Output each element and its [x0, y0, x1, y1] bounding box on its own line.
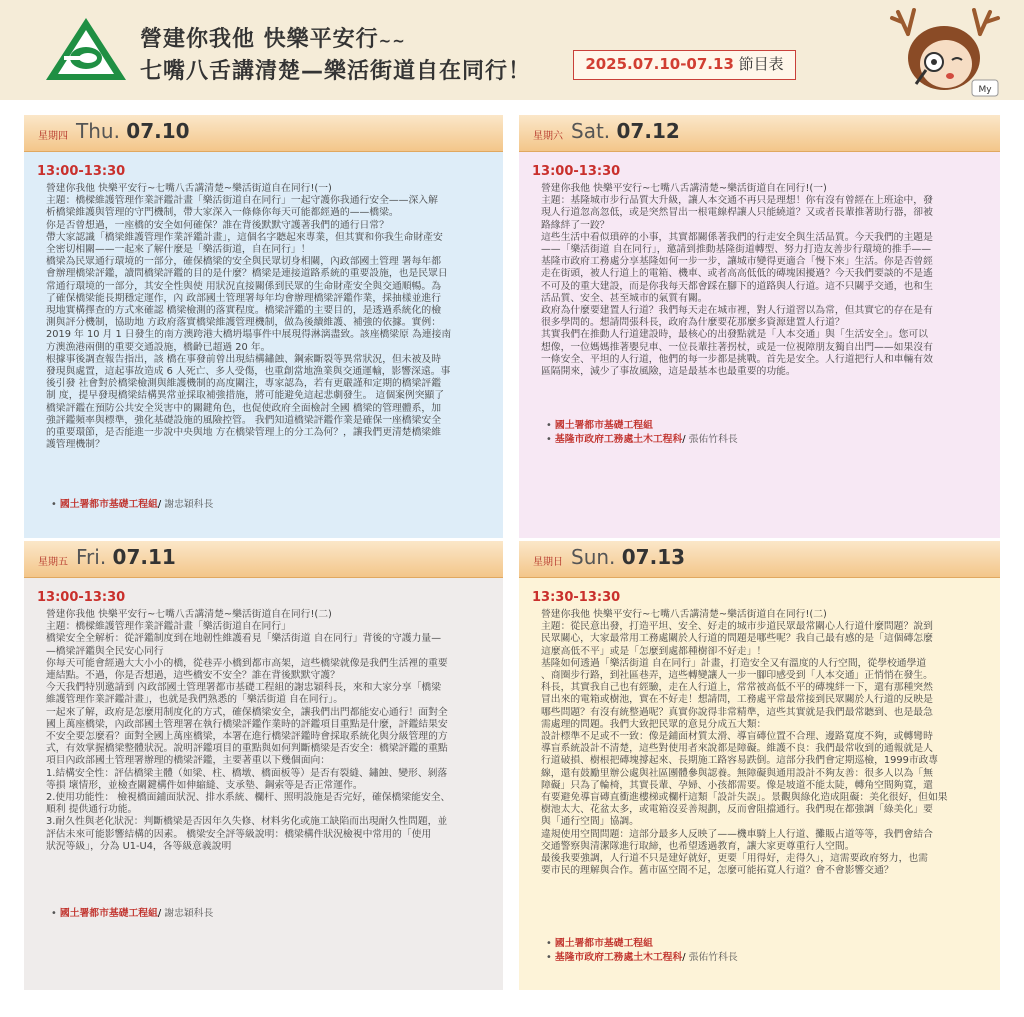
credit-org: 基隆市政府工務處土木工程科: [554, 434, 683, 445]
svg-text:My: My: [978, 85, 992, 95]
panel-tab-thursday: [24, 115, 503, 152]
weekday-date: Fri. 07.11: [76, 545, 176, 569]
credit-item: • 基隆市政府工務處土木工程科/ 張佑竹科長: [546, 952, 738, 963]
panel-friday: [24, 541, 503, 990]
program-description: 營建你我他 快樂平安行~七嘴八舌講清楚~樂活街道自在同行!(一) 主題：橋樑維護管理作業評鑑計畫「樂活街道自在同行」一起守護你我通行安全——深入解 析橋梁維護與管理的守門機制，帶大家深入一條條你每天可能都經過的——橋梁。 你是否曾想過，一座橋的安全如何確保？誰在背後默默守護著我們的通行日常？ 帶大家認識「橋梁維護管理作業評鑑計畫」，這個名字聽起來專業，但其實和你我生命財產安 全密切相關——一起來了解什麼是「樂活街道，自在同行」！ 橋梁為民眾通行環境的一部分，確保橋梁的安全與民眾切身相關，內政部國土管理 署每年都 會辦理橋梁評鑑，讀問橋梁評鑑的目的是什麼？橋梁是連接道路系統的重要設施，也是民眾日 常通行環境的一部分，其安全性與使 用狀況直接關係到民眾的生命財產安全與交通順暢。為 了確保橋梁能長期穩定運作，內 政部國土管理署每年均會辦理橋梁評鑑作業，採抽樣並進行 現地實構擇查的方式來確認 橋梁檢測的落實程度。橋梁評鑑的主要目的，是透過系統化的檢 測與評分機制，協助地 方政府落實橋梁維護管理機制，做為後續維護、補強的依據。實例： 2019 年 10 月 1 日發生的南方澳跨港大橋坍塌事件中展現得淋漓盡致。該座橋梁原 為連接南 方澳漁港兩側的重要交通設施，橋齡已超過 20 年。 根據事後調查報告指出，該 橋在事發前曾出現結構鏽蝕、鋼索斷裂等異常狀況，但未被及時 發現與處置，這起事故造成 6 人死亡、多人受傷，也重創當地漁業與交通運輸，影響深遠。事 後引發 社會對於橋梁檢測與維護機制的高度關注，專家認為，若有更嚴謹和定期的橋梁評鑑 制 度，提早發現橋梁結構異常並採取補強措施，將可能避免這起悲劇發生。 這個案例突顯了 橋梁評鑑在預防公共安全災害中的關鍵角色，也促使政府全面檢討全國 橋梁的管理體系，加 強評鑑頻率與標準，強化基礎設施的風險控管。 我們知道橋梁評鑑作業是確保一座橋梁安全 的重要環節，是否能進一步說中央與地 方在橋梁管理上的分工為何？，讓我們更清楚橋梁維 護管理機制？: [46, 183, 452, 451]
weekday-cn: 星期四: [38, 131, 68, 142]
program-title-line1: 營建你我他 快樂平安行~~: [140, 27, 406, 52]
deer-mascot-icon: [888, 4, 1006, 100]
credit-org: 國土署都市基礎工程組: [59, 908, 158, 919]
schedule-label: 節目表: [733, 55, 784, 73]
credits-list: [546, 937, 738, 965]
date-range-badge: [573, 50, 796, 80]
weekday-date: Sat. 07.12: [571, 119, 680, 143]
panel-thursday: [24, 115, 503, 538]
program-description: 營建你我他 快樂平安行~七嘴八舌講清楚~樂活街道自在同行!(二) 主題：橋樑維護管理作業評鑑計畫「樂活街道自在同行」 橋梁安全全解析：從評鑑制度到在地韌性維護看見「樂活街道 自在同行」背後的守護力量— —橋梁評鑑與全民安心同行 你每天可能會經過大大小小的橋，從巷弄小橋到都市高架，這些橋梁就像是我們生活裡的重要 連結點。不過，你是否想過，這些橋安不安全？誰在背後默默守護？ 今天我們特別邀請到 內政部國土管理署都市基礎工程組的謝忠穎科長，來和大家分享「橋梁 維護管理作業評鑑計畫」，也就是我們熟悉的「樂活街道 自在同行」。 一起來了解，政府是怎麼用制度化的方式，確保橋梁安全，讓我們出門都能安心通行！面對全 國上萬座橋梁，內政部國土管理署在執行橋梁評鑑作業時的評鑑項目重點是什麼，評鑑結果安 不安全要怎麼看？面對全國上萬座橋梁，本署在進行橋梁評鑑時會採取系統化與分級管理的方 式，有效掌握橋梁整體狀況。說明評鑑項目的重點與如何判斷橋梁是否安全：橋梁評鑑的重點 項目內政部國土管理署辦理的橋梁評鑑，主要著重以下幾個面向： 1.結構安全性：評估橋梁主體（如梁、柱、橋墩、橋面板等）是否有裂縫、鏽蝕、變形、剝落 等損 壞情形，並檢查關鍵構件如伸縮縫、支承墊、鋼索等是否正常運作。 2.使用功能性： 檢視橋面鋪面狀況、排水系統、欄杆、照明設施是否完好，確保橋梁能安全、 順利 提供通行功能。 3.耐久性與老化狀況：判斷橋梁是否因年久失修、材料劣化或施工缺陷而出現耐久性問題，並 評估未來可能影響結構的因素。 橋梁安全評等級說明：橋梁構件狀況檢視中常用的「使用 狀況等級」，分為 U1-U4，各等級意義說明: [46, 609, 451, 852]
credit-item: • 國土署都市基礎工程組/ 謝忠穎科長: [51, 499, 214, 510]
credits-list: [51, 498, 213, 512]
credits-list: [546, 419, 738, 447]
program-description: 營建你我他 快樂平安行~七嘴八舌講清楚~樂活街道自在同行!(二) 主題：從民意出發，打造平坦、安全、好走的城市步道民眾最常關心人行道什麼問題？說到 民眾關心，大家最常用工務處關於人行道的問題是哪些呢？我自己最有感的是「這個磚怎麼 這麼高低不平」或是「怎麼到處都種樹卻不好走」！ 基隆如何透過「樂活街道 自在同行」計畫，打造安全又有溫度的人行空間，從學校通學道 、商圈步行路，到社區巷弄，這些轉變讓人一步一腳印感受到「人本交通」正悄悄在發生。 科長，其實我自己也有經驗，走在人行道上，常常被高低不平的磚塊絆一下，還有那種突然 冒出來的電箱或樹池，實在不好走！想請問，工務處平常最常接到民眾關於人行道的反映是 哪些問題？有沒有統整過呢？真實你說得非常精準，這些其實就是我們最常聽到、也是最急 需處理的問題。我們大致把民眾的意見分成五大類： 設計標準不足或不一致：像是鋪面材質太滑、導盲磚位置不合理、邊路寬度不夠，或轉彎時 導盲系統設計不清楚，這些對使用者來說都是障礙。維護不良：我們最常收到的通報就是人 行道破損、樹根把磚塊撐起來、長期施工路容易跌倒。這部分我們會定期巡檢，1999市政專 線，還有鼓勵里辦公處與社區團體參與認養。無障礙與通用設計不夠友善：很多人以為「無 障礙」只為了輪椅，其實長輩、孕婦、小孩都需要。像是坡道不能太陡，轉角空間夠寬，還 有要避免導盲磚直衝進樓梯或欄杆這類「設計失誤」。景觀與綠化造成阻礙：美化很好，但如果 樹池太大、花盆太多，或電箱沒妥善規劃，反而會阻擋通行。我們現在都強調「綠美化」要 與「通行空間」協調。 違規使用空間問題：這部分最多人反映了——機車騎上人行道、攤販占道等等，我們會結合 交通警察與清潔隊進行取締，也希望透過教育，讓大家更尊重行人空間。 最後我要強調，人行道不只是建好就好，更要「用得好，走得久」，這需要政府努力，也需 要市民的理解與合作。舊市區空間不足，怎麼可能拓寬人行道？會不會影響交通？: [541, 609, 948, 877]
panel-sunday: [519, 541, 1000, 990]
credit-org: 國土署都市基礎工程組: [554, 420, 653, 431]
time-slot: 13:00-13:30: [532, 164, 621, 179]
weekday-cn: 星期五: [38, 557, 68, 568]
weekday-cn: 星期日: [533, 557, 563, 568]
credit-person: 張佑竹科長: [688, 952, 738, 963]
credits-list: [51, 907, 213, 921]
time-slot: 13:30-13:30: [532, 590, 621, 605]
program-description: 營建你我他 快樂平安行~七嘴八舌講清楚~樂活街道自在同行!(一) 主題：基隆城市步行品質大升級，讓人本交通不再只是理想！你有沒有曾經在上班途中，發 現人行道忽高忽低，或是突然冒出一根電線桿讓人只能繞道？又或者長輩推著助行器，卻被 路緣絆了一跤？ 這些生活中看似瑣碎的小事，其實都關係著我們的行走安全與生活品質。今天我們的主題是 ——「樂活街道 自在同行」，邀請到推動基隆街道轉型、努力打造友善步行環境的推手—— 基隆市政府工務處分享基隆如何一步一步，讓城市變得更適合「慢下來」生活。你是否曾經 走在街頭，被人行道上的電箱、機車、或者高高低低的磚塊困擾過？今天我們要談的不是遙 不可及的重大建設，而是你我每天都會踩在腳下的道路與人行道。這不只關乎交通，也和生 活品質、安全、甚至城市的氣質有關。 政府為什麼要建置人行道？我們每天走在城市裡，對人行道習以為常，但其實它的存在是有 很多學問的。想請問張科長，政府為什麼要花那麼多資源建置人行道？ 其實我們在推動人行道建設時，最核心的出發點就是「人本交通」與「生活安全」。您可以 想像，一位媽媽推著嬰兒車、一位長輩拄著拐杖，或是一位視障朋友獨自出門——如果沒有 一條安全、平坦的人行道，他們的每一步都是挑戰。首先是安全。人行道把行人和車輛有效 區隔開來，減少了事故風險，這是最基本也最重要的功能。: [541, 183, 933, 378]
credit-org: 基隆市政府工務處土木工程科: [554, 952, 683, 963]
date-range: 2025.07.10-07.13: [585, 55, 734, 73]
program-title-line2: 七嘴八舌講清楚—樂活街道自在同行！: [140, 59, 532, 84]
panel-tab-friday: [24, 541, 503, 578]
time-slot: 13:00-13:30: [37, 590, 126, 605]
credit-person: 謝忠穎科長: [164, 908, 214, 919]
credit-item: • 國土署都市基礎工程組: [546, 420, 653, 431]
weekday-date: Thu. 07.10: [76, 119, 190, 143]
credit-item: • 基隆市政府工務處土木工程科/ 張佑竹科長: [546, 434, 738, 445]
credit-item: • 國土署都市基礎工程組: [546, 938, 653, 949]
header-banner: [0, 0, 1024, 100]
credit-item: • 國土署都市基礎工程組/ 謝忠穎科長: [51, 908, 214, 919]
credit-person: 謝忠穎科長: [164, 499, 214, 510]
panel-tab-sunday: [519, 541, 1000, 578]
panel-saturday: [519, 115, 1000, 538]
credit-org: 國土署都市基礎工程組: [554, 938, 653, 949]
weekday-cn: 星期六: [533, 131, 563, 142]
time-slot: 13:00-13:30: [37, 164, 126, 179]
weekday-date: Sun. 07.13: [571, 545, 686, 569]
panel-tab-saturday: [519, 115, 1000, 152]
credit-org: 國土署都市基礎工程組: [59, 499, 158, 510]
credit-person: 張佑竹科長: [688, 434, 738, 445]
agency-logo-icon: [44, 16, 128, 82]
